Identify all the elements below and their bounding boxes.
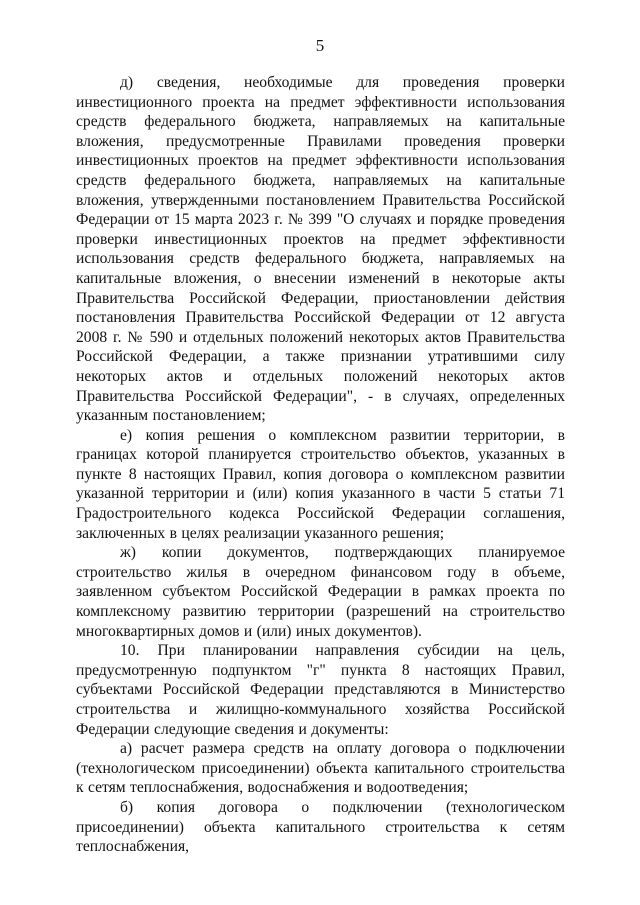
paragraph-10: 10. При планировании направления субсидии на цель, предусмотренную подпунктом "г" пункта 8 настоящих Правил, субъектами Российской Федерации представляются в Министерство строительства и жилищно-коммунального хозяйства Российской Федерации следующие сведения и документы:	[76, 642, 565, 738]
paragraph-10-a: а) расчет размера средств на оплату договора о подключении (технологическом присоединении) объекта капитального строительства к сетям теплоснабжения, водоснабжения и водоотведения;	[76, 740, 565, 797]
document-body	[76, 73, 565, 857]
paragraph-d: д) сведения, необходимые для проведения проверки инвестиционного проекта на предмет эффективности использования средств федерального бюджета, направляемых на капитальные вложения, предусмотренные Правилами проведения проверки инвестиционных проектов на предмет эффективности использования средств федерального бюджета, направляемых на капитальные вложения, утвержденными постановлением Правительства Российской Федерации от 15 марта 2023 г. № 399 "О случаях и порядке проведения проверки инвестиционных проектов на предмет эффективности использования средств федерального бюджета, направляемых на капитальные вложения, о внесении изменений в некоторые акты Правительства Российской Федерации, приостановлении действия постановления Правительства Российской Федерации от 12 августа 2008 г. № 590 и отдельных положений некоторых актов Правительства Российской Федерации, а также признании утратившими силу некоторых актов и отдельных положений некоторых актов Правительства Российской Федерации", - в случаях, определенных указанным постановлением;	[76, 74, 565, 425]
paragraph-e: е) копия решения о комплексном развитии территории, в границах которой планируется строительство объектов, указанных в пункте 8 настоящих Правил, копия договора о комплексном развитии указанной территории и (или) копия указанного в части 5 статьи 71 Градостроительного кодекса Российской Федерации соглашения, заключенных в целях реализации указанного решения;	[76, 426, 565, 542]
page-number: 5	[315, 36, 325, 55]
paragraph-10-b: б) копия договора о подключении (технологическом присоединении) объекта капитального строительства к сетям теплоснабжения,	[76, 798, 565, 856]
paragraph-zh: ж) копии документов, подтверждающих планируемое строительство жилья в очередном финансовом году в объеме, заявленном субъектом Российской Федерации в рамках проекта по комплексному развитию территории (разрешений на строительство многоквартирных домов и (или) иных документов).	[76, 544, 565, 640]
